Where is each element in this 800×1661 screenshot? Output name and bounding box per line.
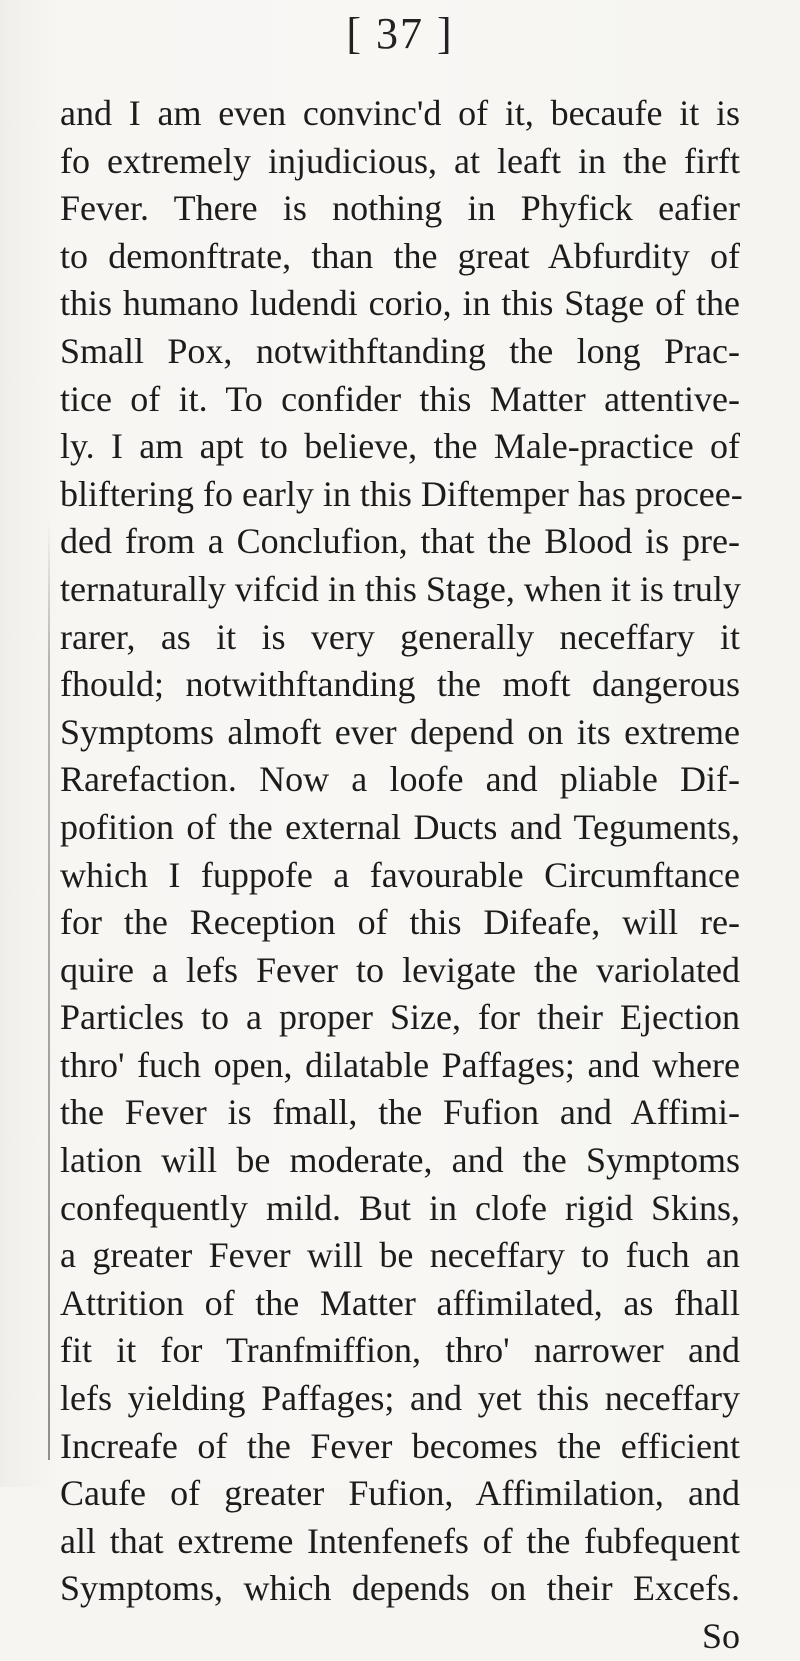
text-line: tice of it. To confider this Matter attentive- [60, 378, 740, 419]
text-line: quire a lefs Fever to levigate the variolated [60, 949, 740, 990]
page-number: [ 37 ] [346, 9, 454, 58]
binding-shadow [48, 520, 50, 1460]
text-line: Fever. There is nothing in Phyfick eafier [60, 188, 740, 229]
text-line: fo extremely injudicious, at leaft in the firft [60, 140, 740, 181]
text-line: all that extreme Intenfenefs of the fubfequent [60, 1520, 740, 1561]
text-line: Symptoms almoft ever depend on its extreme [60, 711, 740, 752]
text-line: Caufe of greater Fufion, Affimilation, and [60, 1473, 740, 1514]
text-line: to demonftrate, than the great Abfurdity of [60, 235, 740, 276]
text-line: rarer, as it is very generally neceffary it [60, 616, 740, 657]
text-line: thro' fuch open, dilatable Paffages; and where [60, 1044, 740, 1085]
text-line: a greater Fever will be neceffary to fuch an [60, 1235, 740, 1276]
text-line: fit it for Tranfmiffion, thro' narrower and [60, 1330, 740, 1371]
text-line: Increafe of the Fever becomes the efficient [60, 1425, 740, 1466]
text-line: Particles to a proper Size, for their Ejection [60, 997, 740, 1038]
text-line: Rarefaction. Now a loofe and pliable Dif- [60, 759, 740, 800]
text-line: Attrition of the Matter affimilated, as fhall [60, 1282, 740, 1323]
text-line: ded from a Conclufion, that the Blood is pre- [60, 521, 740, 562]
text-line: Symptoms, which depends on their Excefs. [60, 1568, 740, 1609]
text-line: and I am even convinc'd of it, becaufe it is [60, 93, 740, 133]
text-line: pofition of the external Ducts and Teguments, [60, 806, 740, 847]
text-line: which I fuppofe a favourable Circumftance [60, 854, 740, 895]
text-line: lation will be moderate, and the Symptoms [60, 1140, 740, 1181]
text-line: for the Reception of this Difeafe, will re- [60, 902, 740, 943]
text-line: the Fever is fmall, the Fufion and Affimi- [60, 1092, 740, 1133]
text-line: confequently mild. But in clofe rigid Skins, [60, 1187, 740, 1228]
text-line: ly. I am apt to believe, the Male-practice of [60, 426, 740, 467]
catchword: So [701, 1616, 740, 1656]
text-line: Small Pox, notwithftanding the long Prac- [60, 330, 740, 371]
text-line: ternaturally vifcid in this Stage, when it is truly [60, 568, 741, 609]
text-line: bliftering fo early in this Diftemper has procee- [60, 473, 743, 514]
text-line: this humano ludendi corio, in this Stage of the [60, 283, 740, 324]
body-text [60, 90, 743, 1661]
text-line: fhould; notwithftanding the moft dangerous [60, 664, 740, 705]
text-line: lefs yielding Paffages; and yet this neceffary [60, 1378, 740, 1419]
